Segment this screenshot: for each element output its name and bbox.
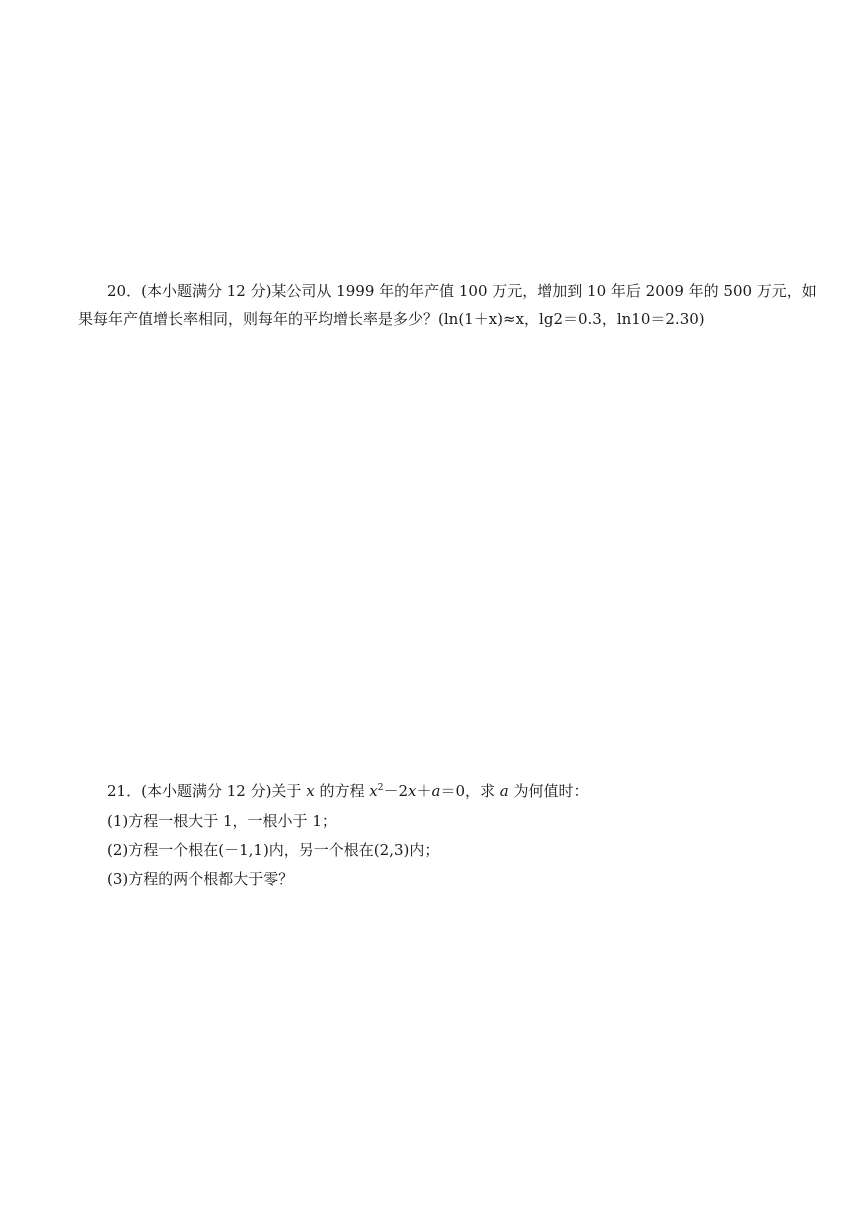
equation-minus-term: －2: [383, 782, 408, 800]
equation-plus: ＋: [416, 782, 432, 800]
equation-x: x: [369, 782, 378, 800]
equation-end: ＝0，求: [440, 782, 495, 800]
problem-21-part-1: (1)方程一根大于 1，一根小于 1；: [107, 812, 337, 830]
equation: [369, 782, 495, 800]
problem-21-stem: [107, 781, 589, 801]
stem-text-c: 为何值时：: [513, 782, 589, 800]
equation-a: a: [431, 782, 441, 800]
variable-a: a: [499, 782, 509, 800]
equation-exponent: 2: [377, 783, 384, 793]
stem-text-b: 的方程: [319, 782, 365, 800]
problem-20-line-2: 果每年产值增长率相同，则每年的平均增长率是多少？(ln(1＋x)≈x，lg2＝0.3，ln10＝2.30): [78, 310, 705, 328]
variable-x: x: [306, 782, 315, 800]
problem-21-part-3: (3)方程的两个根都大于零？: [107, 870, 294, 888]
stem-text-a: 21．(本小题满分 12 分)关于: [107, 782, 302, 800]
problem-20-line-1: 20．(本小题满分 12 分)某公司从 1999 年的年产值 100 万元，增加到 10 年后 2009 年的 500 万元，如: [107, 282, 817, 300]
equation-x-linear: x: [408, 782, 417, 800]
problem-21-part-2: (2)方程一个根在(－1,1)内，另一个根在(2,3)内；: [107, 841, 440, 859]
